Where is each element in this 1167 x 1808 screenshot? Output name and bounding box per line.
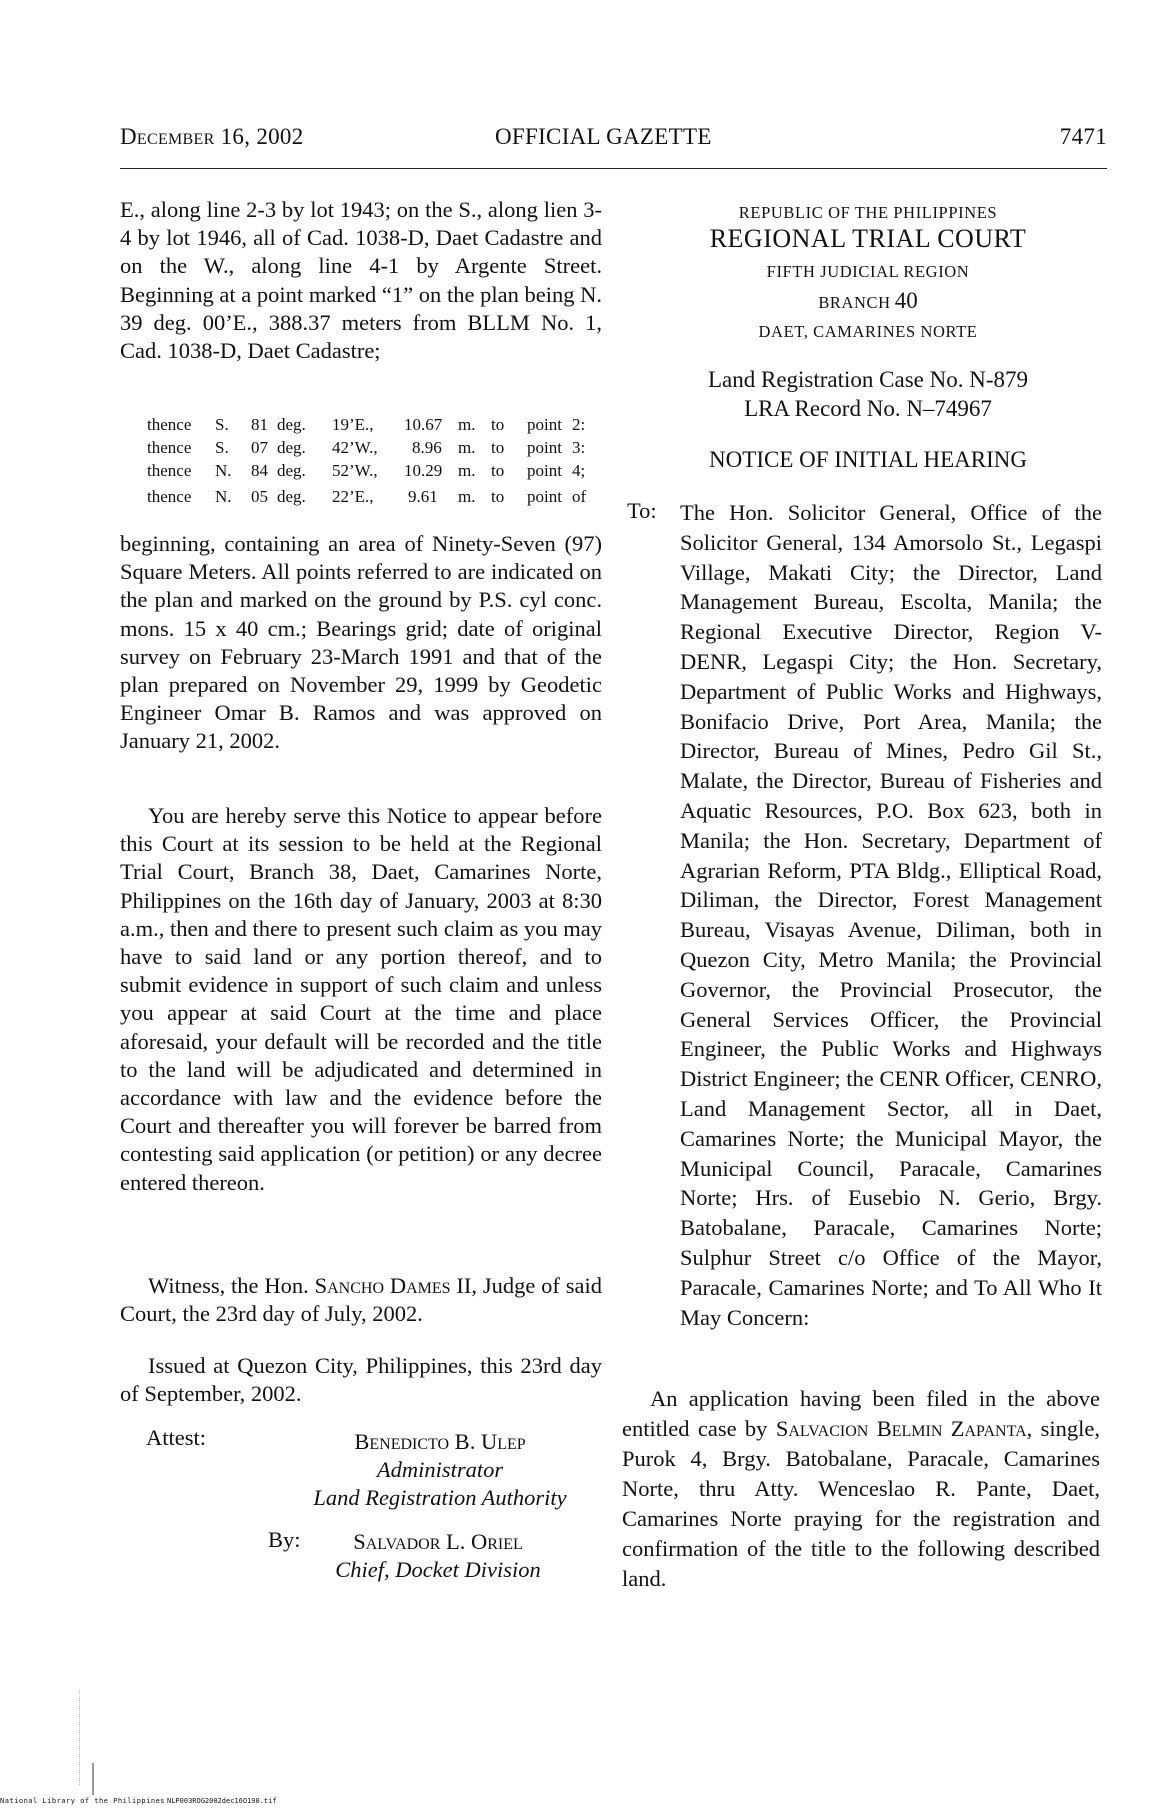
page-header [120,124,1107,158]
signature-block-docket [318,1528,558,1584]
bearing-row: thence N. 84 deg. 52’W., 10.29 m. to point 4; [147,461,586,480]
signer-name: Benedicto B. Ulep [354,1429,526,1454]
header-rule [120,168,1107,169]
notice-title: NOTICE OF INITIAL HEARING [709,447,1027,472]
judge-name: Sancho Dames II [314,1273,472,1298]
file-reference: NLP003ROG2002dec16O190.tif [167,1797,277,1805]
witness-paragraph: Witness, the Hon. Sancho Dames II, Judge of said Court, the 23rd day of July, 2002. [120,1273,602,1327]
signer-office: Land Registration Authority [313,1485,567,1510]
signer-title: Administrator [376,1457,504,1482]
notice-paragraph: You are hereby serve this Notice to appear before this Court at its session to be held at the Regional Trial Court, Branch 38, Daet, Camarines Norte, Philippines on the 16th day of January, 2003 at 8:30 a.m., then and there to present such claim as you may have to said land or any portion thereof, and to submit evidence in support of such claim and unless you appear at said Court at the time and place aforesaid, your default will be recorded and the title to the land will be adjudicated and determined in accordance with law and the evidence before the Court and thereafter you will forever be barred from contesting said application (or petition) or any decree entered thereon. [120,803,602,1195]
scan-mark [79,1690,81,1785]
court-name: REGIONAL TRIAL COURT [709,224,1027,253]
bearing-row: thence S. 81 deg. 19’E., 10.67 m. to point 2: [147,415,586,434]
addressees-paragraph: The Hon. Solicitor General, Office of the Solicitor General, 134 Amorsolo St., Legaspi Village, Makati City; the Director, Land Management Bureau, Escolta, Manila; the Regional Executive Director, Region V-DENR, Legaspi City; the Hon. Secretary, Department of Public Works and Highways, Bonifacio Drive, Port Area, Manila; the Director, Bureau of Mines, Pedro Gil St., Malate, the Director, Bureau of Fisheries and Aquatic Resources, P.O. Box 623, both in Manila; the Hon. Secretary, Department of Agrarian Reform, PTA Bldg., Elliptical Road, Diliman, the Director, Forest Management Bureau, Visayas Avenue, Diliman, both in Quezon City, Metro Manila; the Provincial Governor, the Provincial Prosecutor, the General Services Officer, the Provincial Engineer, the Public Works and Highways District Engineer; the CENR Officer, CENRO, Land Management Sector, all in Daet, Camarines Norte; the Municipal Mayor, the Municipal Council, Paracale, Camarines Norte; Hrs. of Eusebio N. Gerio, Brgy. Batobalane, Paracale, Camarines Norte; Sulphur Street c/o Office of the Mayor, Paracale, Camarines Norte; and To All Who It May Concern: [680,500,1102,1330]
republic-heading: REPUBLIC OF THE PHILIPPINES [738,203,998,222]
lra-record: LRA Record No. N–74967 [744,396,992,421]
applicant-name: Salvacion Belmin Zapanta [775,1416,1027,1441]
page-number: 7471 [1059,124,1107,149]
library-credit: National Library of the Philippines [0,1797,166,1805]
bearings-table [147,413,602,508]
land-description-beginning: beginning, containing an area of Ninety-Seven (97) Square Meters. All points referred to are indicated on the plan and marked on the ground by P.S. cyl conc. mons. 15 x 40 cm.; Bearings grid; date of original survey on February 23-March 1991 and that of the plan prepared on November 29, 1999 by Geodetic Engineer Omar B. Ramos and was approved on January 21, 2002. [120,531,602,754]
attest-label: Attest: [146,1425,206,1450]
land-description-intro: E., along line 2-3 by lot 1943; on the S., along lien 3-4 by lot 1946, all of Cad. 1038-D, Daet Cadastre and on the W., along line 4-1 by Argente Street. Beginning at a point marked “1” on the plan being N. 39 deg. 00’E., 388.37 meters from BLLM No. 1, Cad. 1038-D, Daet Cadastre; [120,197,602,364]
application-paragraph: An application having been filed in the above entitled case by Salvacion Belmin Zapanta, single, Purok 4, Brgy. Batobalane, Paracale, Camarines Norte, thru Atty. Wenceslao R. Pante, Daet, Camarines Norte praying for the registration and confirmation of the title to the following described land. [622,1386,1101,1591]
issued-paragraph: Issued at Quezon City, Philippines, this 23rd day of September, 2002. [120,1353,602,1407]
issue-date: December 16, 2002 [120,124,304,149]
publication-title: OFFICIAL GAZETTE [495,124,712,149]
region-heading: FIFTH JUDICIAL REGION [766,262,970,281]
branch-heading: BRANCH 40 [818,288,918,313]
bearing-row: thence N. 05 deg. 22’E., 9.61 m. to point of [147,487,587,506]
case-number: Land Registration Case No. N-879 [707,367,1029,392]
signature-block-administrator [290,1428,590,1512]
signer-title: Chief, Docket Division [335,1557,541,1582]
scan-mark [92,1763,98,1795]
to-label: To: [627,498,657,523]
location-heading: DAET, CAMARINES NORTE [758,322,978,341]
by-label: By: [268,1527,301,1552]
signer-name: Salvador L. Oriel [353,1529,523,1554]
bearing-row: thence S. 07 deg. 42’W., 8.96 m. to point 3: [147,438,586,457]
